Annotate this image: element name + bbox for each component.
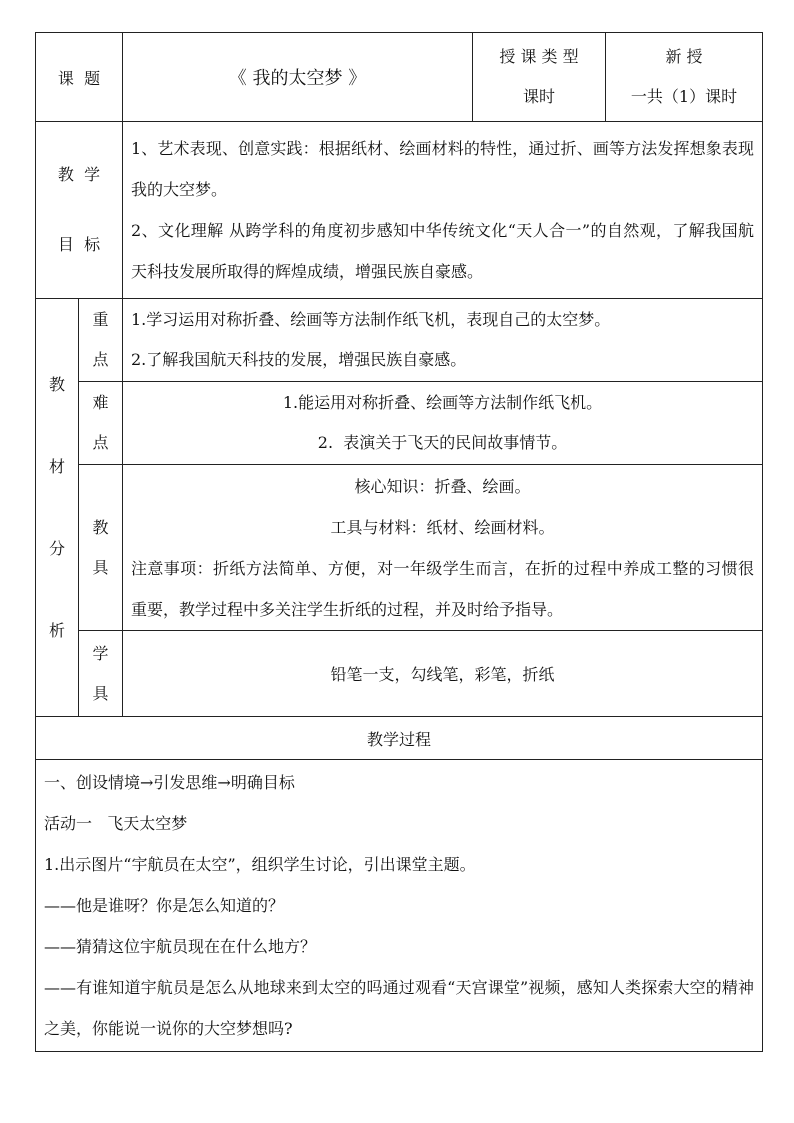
key-point-1: 1.学习运用对称折叠、绘画等方法制作纸飞机，表现自己的太空梦。 xyxy=(131,310,611,329)
objectives-text-cell xyxy=(123,122,763,299)
key-points-cell xyxy=(123,299,763,382)
key-points-label-2: 点 xyxy=(92,350,109,369)
student-tools-label-1: 学 xyxy=(92,643,109,663)
difficulties-cell xyxy=(123,382,763,465)
process-body-cell xyxy=(36,760,763,1052)
analysis-char-2: 材 xyxy=(48,456,65,476)
difficulties-label-2: 点 xyxy=(92,433,109,452)
hours-value: 一共（1）课时 xyxy=(630,87,738,106)
lesson-title: 《 我的太空梦 》 xyxy=(228,68,367,89)
process-heading-row xyxy=(36,717,763,760)
difficulty-1: 1.能运用对称折叠、绘画等方法制作纸飞机。 xyxy=(282,393,603,412)
difficulties-label-cell xyxy=(79,382,123,465)
student-tools-label-cell xyxy=(79,631,123,717)
key-points-label-1: 重 xyxy=(92,310,109,329)
notes: 注意事项：折纸方法简单、方便，对一年级学生而言，在折的过程中养成工整的习惯很重要，教学过程中多关注学生折纸的过程，并及时给予指导。 xyxy=(131,558,754,619)
process-heading-cell xyxy=(36,717,763,760)
process-question-3: ——有谁知道宇航员是怎么从地球来到太空的吗通过观看“天宫课堂”视频，感知人类探索大空的精神之美，你能说一说你的大空梦想吗? xyxy=(44,978,754,1038)
objectives-label-cell xyxy=(36,122,123,299)
objectives-row xyxy=(36,122,763,299)
student-tools-row xyxy=(36,631,763,717)
difficulty-2: 2. 表演关于飞天的民间故事情节。 xyxy=(317,433,568,452)
key-points-label-cell xyxy=(79,299,123,382)
objective-2: 2、文化理解 从跨学科的角度初步感知中华传统文化“天人合一”的自然观，了解我国航天科技发展所取得的辉煌成绩，增强民族自豪感。 xyxy=(131,221,754,281)
analysis-char-4: 析 xyxy=(48,620,65,640)
teaching-aids-label-2: 具 xyxy=(92,557,109,577)
teaching-aids-row xyxy=(36,465,763,631)
process-question-1: ——他是谁呀？你是怎么知道的？ xyxy=(44,896,285,915)
type-value-cell xyxy=(606,33,763,122)
type-label: 授 课 类 型 xyxy=(499,47,579,66)
key-points-row xyxy=(36,299,763,382)
process-question-2: ——猜猜这位宇航员现在在什么地方？ xyxy=(44,937,317,956)
process-section-1: 一、创设情境→引发思维→明确目标 xyxy=(44,773,295,792)
process-activity-1: 活动一 飞天太空梦 xyxy=(44,814,188,833)
teaching-aids-label-cell xyxy=(79,465,123,631)
student-tools-cell xyxy=(123,631,763,717)
analysis-char-1: 教 xyxy=(48,374,65,394)
analysis-char-3: 分 xyxy=(48,538,65,558)
teaching-aids-cell xyxy=(123,465,763,631)
teaching-aids-label-1: 教 xyxy=(92,517,109,537)
student-tools-text: 铅笔一支，勾线笔，彩笔，折纸 xyxy=(330,665,555,684)
lesson-plan-table xyxy=(35,32,763,1052)
process-heading: 教学过程 xyxy=(366,729,431,749)
process-body-row xyxy=(36,760,763,1052)
difficulties-row xyxy=(36,382,763,465)
topic-label-cell xyxy=(36,33,123,122)
header-row xyxy=(36,33,763,122)
analysis-label-cell xyxy=(36,299,79,717)
hours-label: 课时 xyxy=(522,87,555,106)
student-tools-label-2: 具 xyxy=(92,683,109,703)
type-value: 新 授 xyxy=(665,47,703,66)
objectives-label-bottom: 目 标 xyxy=(57,235,101,254)
difficulties-label-1: 难 xyxy=(92,393,109,412)
process-step-1: 1.出示图片“宇航员在太空”，组织学生讨论，引出课堂主题。 xyxy=(44,855,476,874)
objectives-label-top: 教 学 xyxy=(57,165,101,184)
key-point-2: 2.了解我国航天科技的发展，增强民族自豪感。 xyxy=(131,350,467,369)
objective-1: 1、艺术表现、创意实践：根据纸材、绘画材料的特性，通过折、画等方法发挥想象表现我的大空梦。 xyxy=(131,139,754,199)
title-cell xyxy=(123,33,473,122)
type-label-cell xyxy=(473,33,606,122)
core-knowledge: 核心知识：折叠、绘画。 xyxy=(354,476,531,496)
topic-label: 课 题 xyxy=(57,68,101,88)
tools-materials: 工具与材料：纸材、绘画材料。 xyxy=(330,517,555,537)
